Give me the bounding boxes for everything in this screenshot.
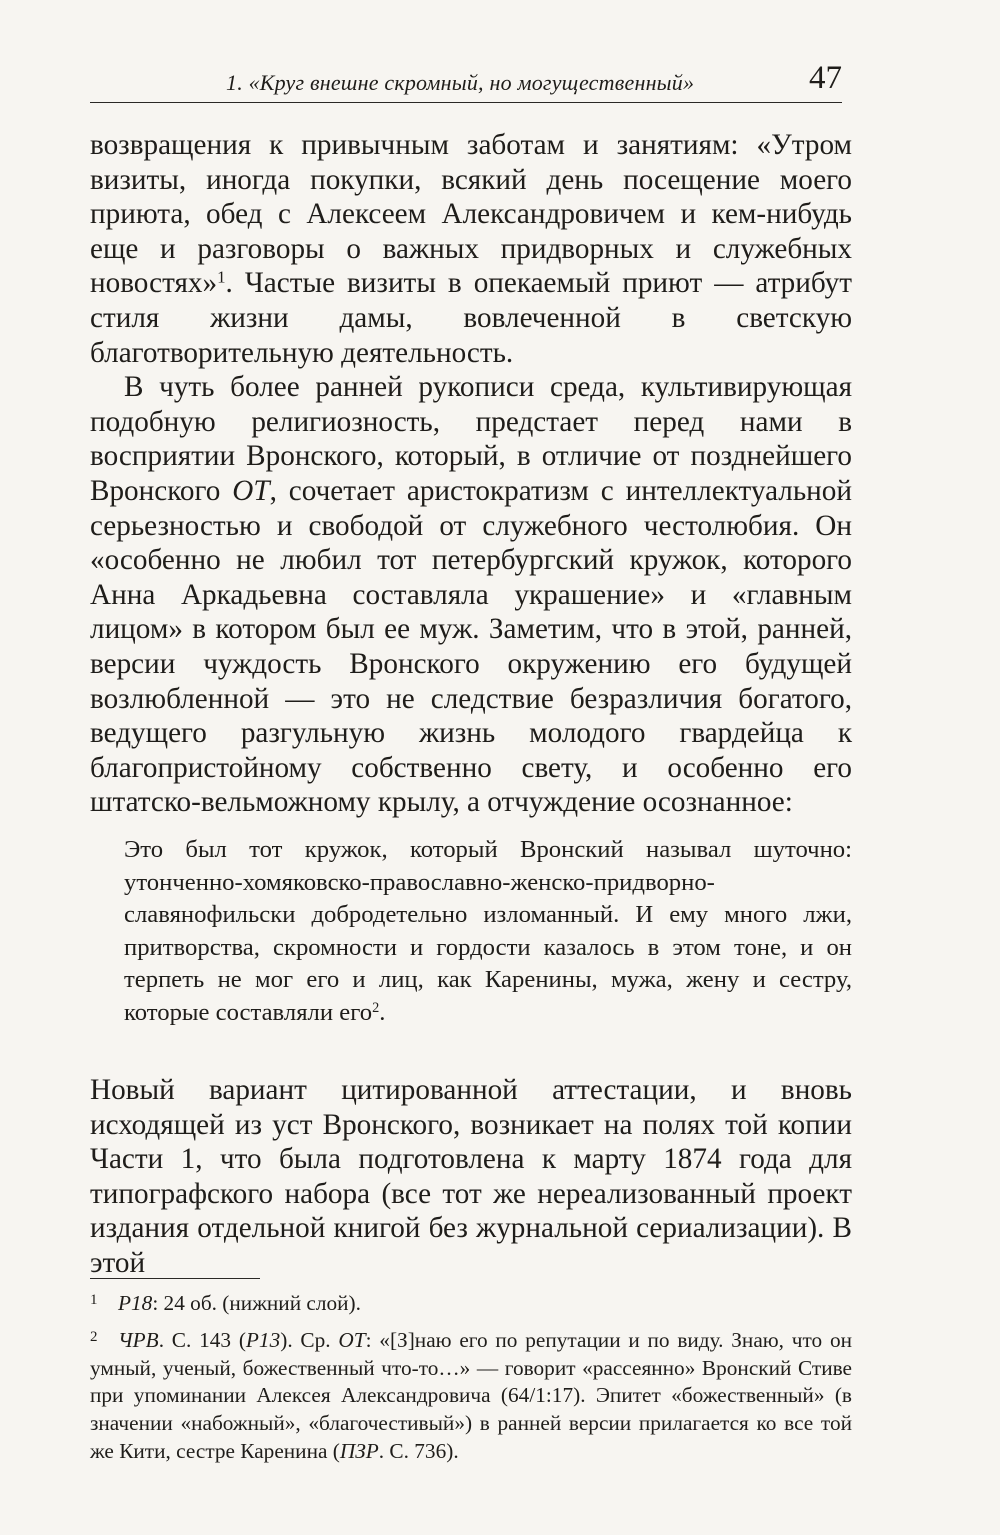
block-quote bbox=[124, 834, 852, 1030]
paragraph-1 bbox=[90, 128, 852, 370]
paragraph-3: Новый вариант цитированной аттестации, и вновь исходящей из уст Вронского, возникает на полях той копии Части 1, что была подготовлена к марту 1874 года для типографского набора (все тот же нереализованный проект издания отдельной книгой без журнальной сериализации). В этой bbox=[90, 1074, 852, 1279]
footnote-2-ref-pzr: ПЗР bbox=[339, 1438, 379, 1463]
footnote-divider bbox=[90, 1278, 260, 1279]
footnote-1-text: : 24 об. (нижний слой). bbox=[152, 1291, 361, 1315]
block-quote-end: . bbox=[379, 998, 386, 1026]
footnote-2 bbox=[90, 1324, 852, 1466]
footnote-2-text-1: . С. 143 ( bbox=[158, 1327, 246, 1352]
paragraph-2 bbox=[90, 370, 852, 820]
paragraph-2-text-end: , сочетает аристократизм с интеллектуальной серьезностью и свободой от служебного честолюбия. Он «особенно не любил тот петербургский кружок, которого Анна Аркадьевна составляла украшение» и «главным лицом» в котором был ее муж. Заметим, что в этой, ранней, версии чуждость Вронского окружению его будущей возлюбленной — это не следствие безразличия богатого, ведущего разгульную жизнь молодого гвардейца к благопристойному собственно свету, и особенно его штатско-вельможному крылу, а отчуждение осознанное: bbox=[90, 474, 852, 819]
footnote-ref-2: 2 bbox=[372, 1000, 380, 1017]
page-number: 47 bbox=[809, 60, 842, 96]
footnote-1 bbox=[90, 1287, 852, 1318]
block-quote-text: Это был тот кружок, который Вронский называл шуточно: утонченно-хомяковско-православно-женско-придворно-славянофильски добродетельно изломанный. И ему много лжи, притворства, скромности и гордости казалось в этом тоне, и он терпеть не мог его и лиц, как Каренины, мужа, жену и сестру, которые составляли его bbox=[124, 836, 852, 1026]
running-head bbox=[90, 62, 842, 103]
footnote-2-text-4: . С. 736). bbox=[378, 1438, 459, 1463]
paragraph-2-text: В чуть более ранней рукописи среда, культивирующая подобную религиозность, предстает перед нами в восприятии Вронского, который, в отличие от позднейшего Вронского bbox=[90, 371, 852, 507]
main-text bbox=[90, 128, 852, 820]
footnote-2-text-3: : «[З]наю его по репутации и по виду. Знаю, что он умный, ученый, божественный что-то…» — говорит «рассеянно» Вронский Стиве при упоминании Алексея Александровича (64/1:17). Эпитет «божественный» (в значении «набожный», «благочестивый») в ранней версии прилагается ко все той же Кити, сестре Каренина ( bbox=[90, 1327, 852, 1463]
footnote-ref-1: 1 bbox=[217, 268, 226, 288]
running-head-title: 1. «Круг внешне скромный, но могущественный» bbox=[226, 70, 695, 95]
paragraph-1-text-end: . Частые визиты в опекаемый приют — атрибут стиля жизни дамы, вовлеченной в светскую благотворительную деятельность. bbox=[90, 267, 852, 369]
footnotes bbox=[90, 1287, 852, 1472]
footnote-1-mark: 1 bbox=[90, 1292, 98, 1308]
paragraph-1-text: возвращения к привычным заботам и занятиям: «Утром визиты, иногда покупки, всякий день посещение моего приюта, обед с Алексеем Александровичем и кем-нибудь еще и разговоры о важных придворных и служебных новостях» bbox=[90, 129, 852, 300]
footnote-2-ref-ot: ОТ bbox=[338, 1327, 366, 1352]
footnote-2-mark: 2 bbox=[90, 1328, 98, 1345]
footnote-1-ref: Р18 bbox=[118, 1291, 153, 1315]
abbrev-ot: ОТ bbox=[232, 474, 270, 507]
footnote-2-text-2: ). Ср. bbox=[280, 1327, 339, 1352]
footnote-2-ref-r13: Р13 bbox=[245, 1327, 281, 1352]
footnote-2-ref-chrv: ЧРВ bbox=[118, 1327, 159, 1352]
